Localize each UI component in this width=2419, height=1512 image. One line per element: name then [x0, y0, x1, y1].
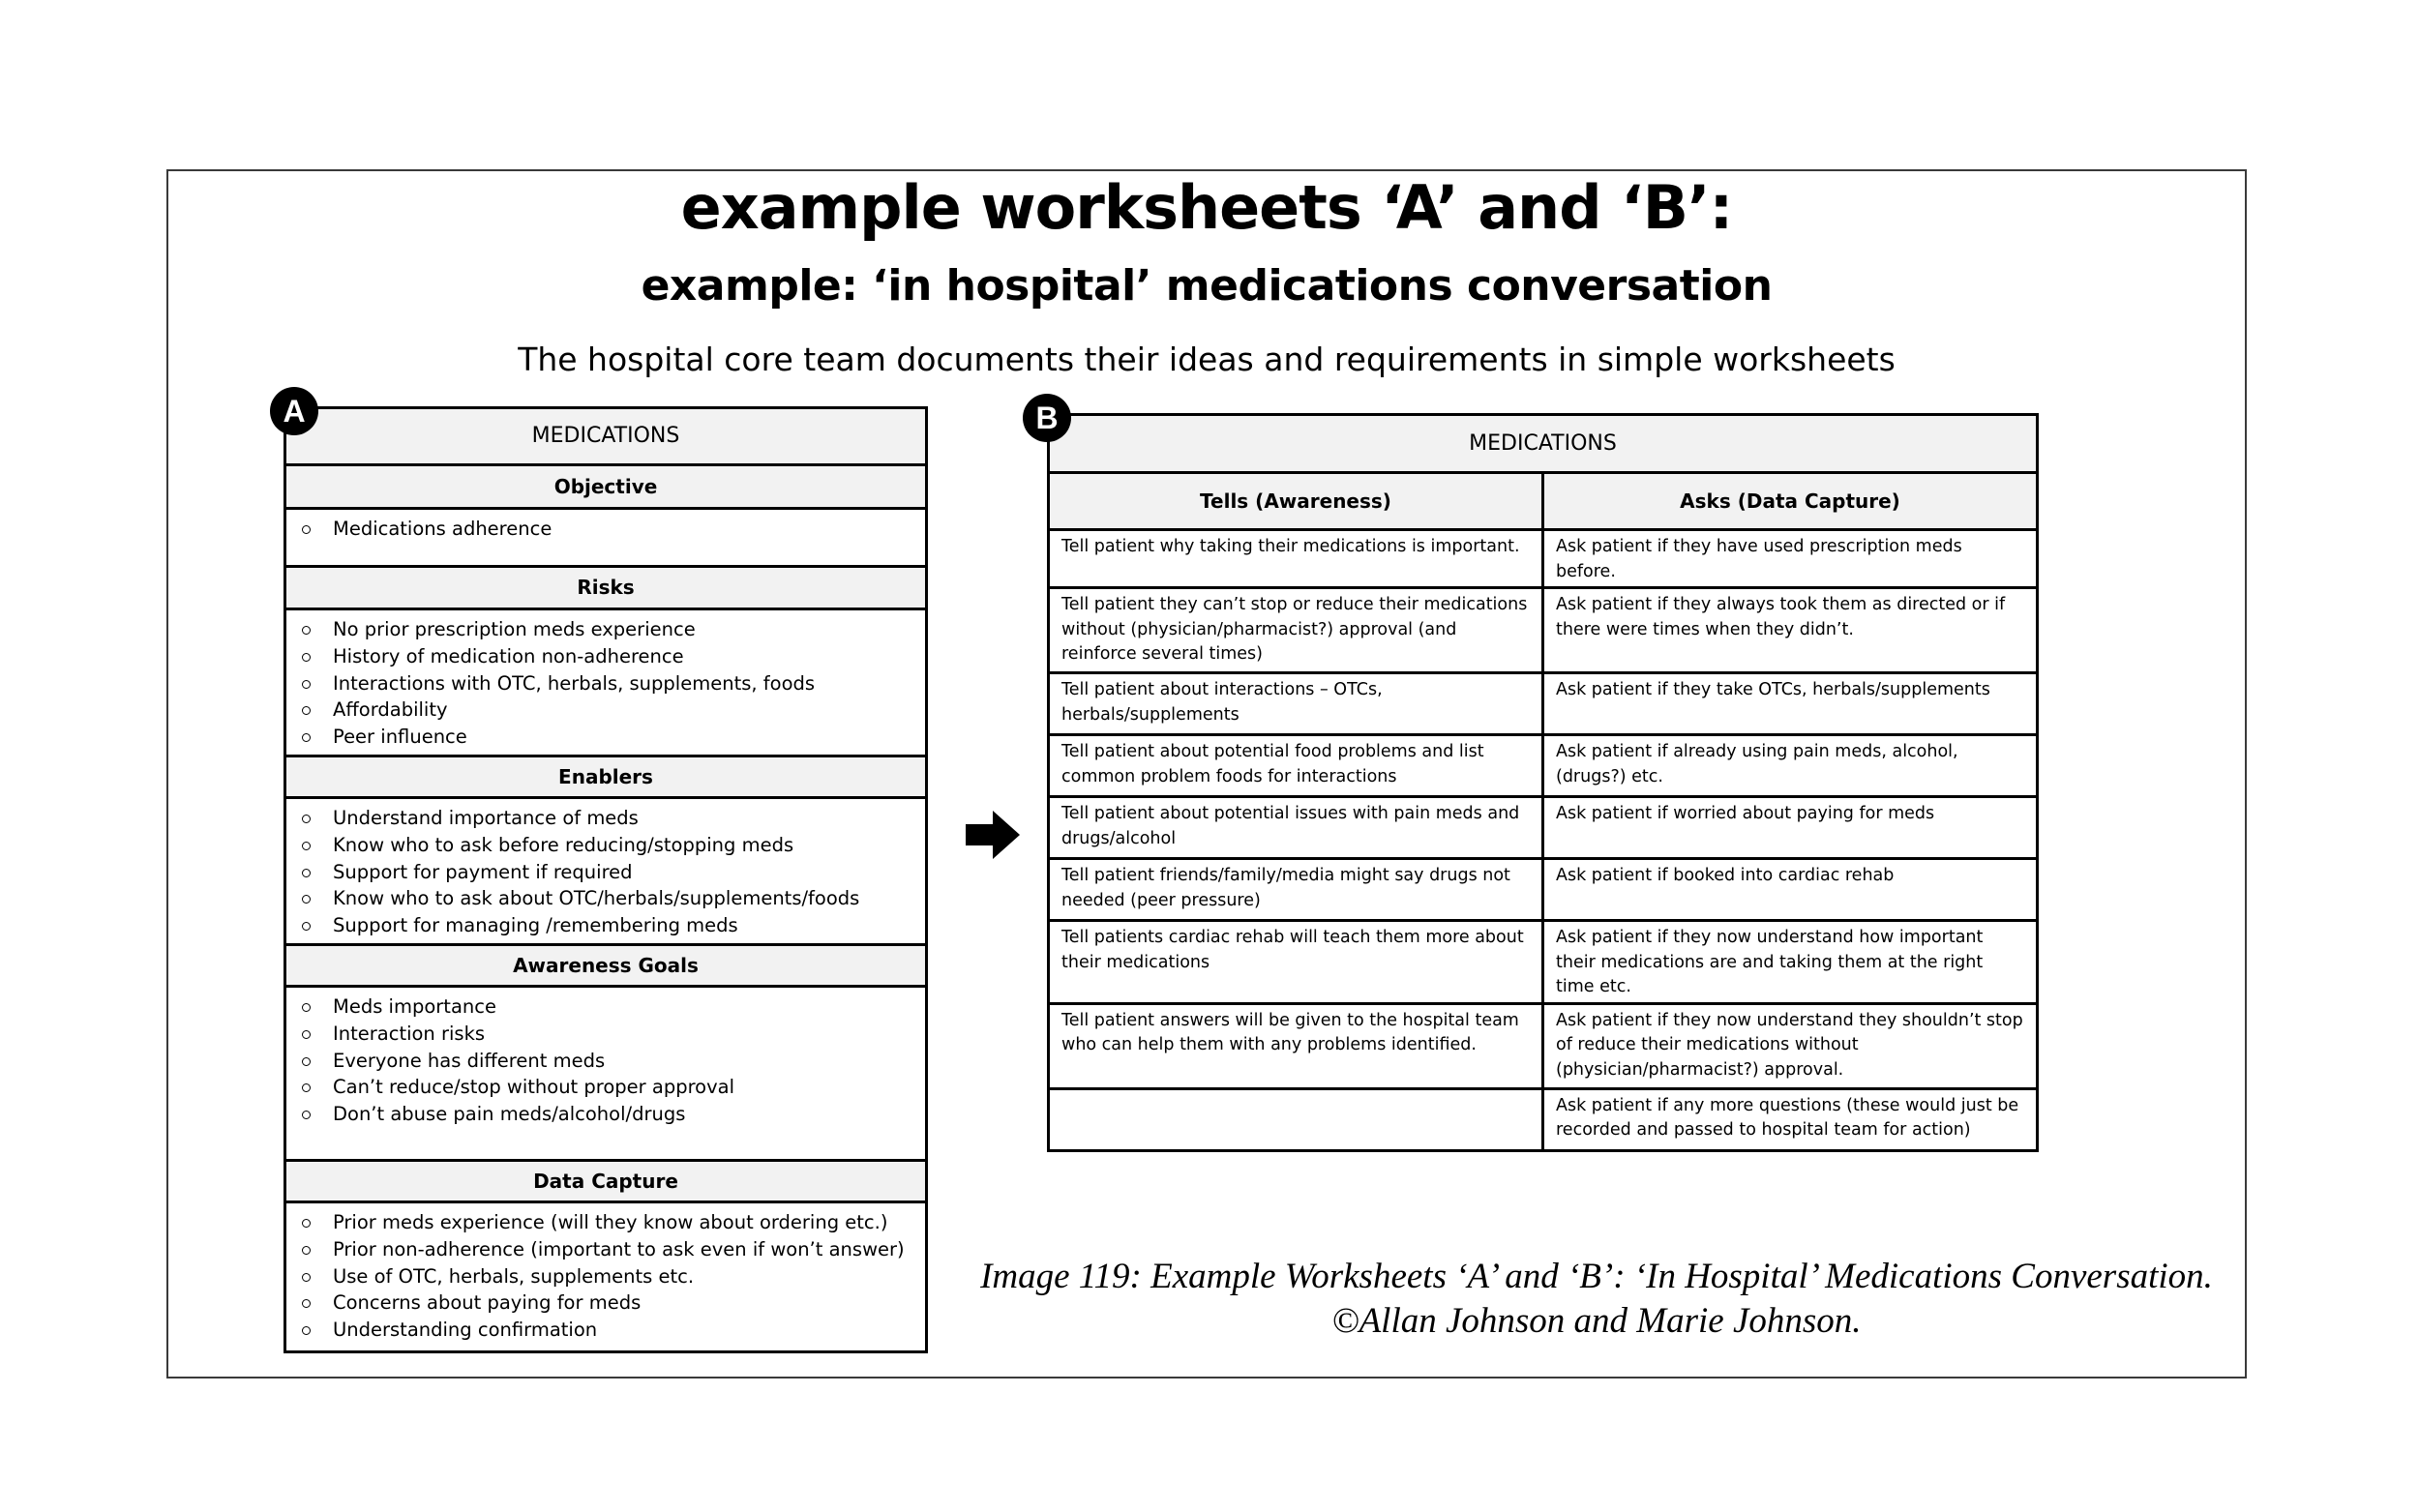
list-item: Understand importance of meds — [286, 805, 925, 832]
list-item: Affordability — [286, 697, 925, 724]
list-item: Peer influence — [286, 724, 925, 751]
page-title: example worksheets ‘A’ and ‘B’: — [680, 172, 1733, 243]
table-row — [1049, 921, 2038, 1004]
table-row — [1049, 530, 2038, 588]
list-item: Know who to ask before reducing/stopping meds — [286, 832, 925, 859]
table-row — [1049, 797, 2038, 859]
table-row — [1049, 735, 2038, 797]
section-title-risks: Risks — [286, 568, 925, 610]
figure-caption — [953, 1255, 2240, 1344]
caption-line-2: ©Allan Johnson and Marie Johnson. — [1331, 1301, 1862, 1341]
list-item: Prior non-adherence (important to ask even if won’t answer) — [286, 1236, 925, 1263]
asks-cell: Ask patient if booked into cardiac rehab — [1543, 859, 2038, 921]
tells-cell: Tell patient they can’t stop or reduce their medications without (physician/pharmacist?) approval (and reinforce several times) — [1049, 588, 1543, 673]
asks-cell: Ask patient if they now understand they shouldn’t stop of reduce their medications without (physician/pharmacist?) approval. — [1543, 1003, 2038, 1088]
asks-cell: Ask patient if they take OTCs, herbals/supplements — [1543, 673, 2038, 735]
section-body-enablers — [286, 799, 925, 946]
asks-cell: Ask patient if already using pain meds, alcohol, (drugs?) etc. — [1543, 735, 2038, 797]
section-body-objective — [286, 510, 925, 568]
list-item: Know who to ask about OTC/herbals/supplements/foods — [286, 885, 925, 912]
caption-line-1: Image 119: Example Worksheets ‘A’ and ‘B’: ‘In Hospital’ Medications Conversation. — [980, 1257, 2213, 1296]
list-item: Prior meds experience (will they know about ordering etc.) — [286, 1209, 925, 1236]
section-title-data-capture: Data Capture — [286, 1162, 925, 1203]
list-item: No prior prescription meds experience — [286, 616, 925, 643]
list-item: Can’t reduce/stop without proper approval — [286, 1074, 925, 1101]
worksheet-b-heading: MEDICATIONS — [1049, 415, 2038, 473]
list-item: Meds importance — [286, 993, 925, 1021]
tells-cell: Tell patients cardiac rehab will teach them more about their medications — [1049, 921, 1543, 1004]
list-item: Interactions with OTC, herbals, supplements, foods — [286, 670, 925, 697]
list-item: History of medication non-adherence — [286, 643, 925, 670]
asks-cell: Ask patient if they now understand how important their medications are and taking them at the right time etc. — [1543, 921, 2038, 1004]
tells-cell: Tell patient about interactions – OTCs, herbals/supplements — [1049, 673, 1543, 735]
list-item: Support for payment if required — [286, 859, 925, 886]
list-item: Use of OTC, herbals, supplements etc. — [286, 1263, 925, 1290]
column-header-asks: Asks (Data Capture) — [1543, 473, 2038, 530]
section-title-awareness-goals: Awareness Goals — [286, 946, 925, 988]
list-item: Medications adherence — [286, 516, 925, 543]
tells-cell: Tell patient answers will be given to the hospital team who can help them with any problems identified. — [1049, 1003, 1543, 1088]
section-title-enablers: Enablers — [286, 757, 925, 799]
tells-cell: Tell patient friends/family/media might say drugs not needed (peer pressure) — [1049, 859, 1543, 921]
page-subtitle: example: ‘in hospital’ medications conversation — [641, 261, 1773, 311]
right-arrow-icon — [966, 811, 1020, 859]
list-item: Support for managing /remembering meds — [286, 912, 925, 939]
table-row — [1049, 673, 2038, 735]
intro-text: The hospital core team documents their ideas and requirements in simple worksheets — [518, 341, 1896, 378]
table-row — [1049, 859, 2038, 921]
tells-cell — [1049, 1088, 1543, 1150]
asks-cell: Ask patient if they have used prescription meds before. — [1543, 530, 2038, 588]
asks-cell: Ask patient if any more questions (these would just be recorded and passed to hospital team for action) — [1543, 1088, 2038, 1150]
table-row — [1049, 588, 2038, 673]
asks-cell: Ask patient if they always took them as directed or if there were times when they didn’t. — [1543, 588, 2038, 673]
worksheet-a-heading: MEDICATIONS — [286, 409, 925, 466]
asks-cell: Ask patient if worried about paying for meds — [1543, 797, 2038, 859]
worksheet-b — [1047, 413, 2039, 1152]
tells-cell: Tell patient why taking their medications is important. — [1049, 530, 1543, 588]
tells-cell: Tell patient about potential issues with pain meds and drugs/alcohol — [1049, 797, 1543, 859]
worksheet-a-badge: A — [270, 387, 318, 435]
section-body-risks — [286, 610, 925, 757]
worksheet-a — [284, 406, 928, 1353]
section-body-awareness-goals — [286, 988, 925, 1162]
list-item: Don’t abuse pain meds/alcohol/drugs — [286, 1101, 925, 1128]
column-header-tells: Tells (Awareness) — [1049, 473, 1543, 530]
table-row — [1049, 1003, 2038, 1088]
list-item: Understanding confirmation — [286, 1317, 925, 1344]
tells-cell: Tell patient about potential food problems and list common problem foods for interactions — [1049, 735, 1543, 797]
list-item: Interaction risks — [286, 1021, 925, 1048]
section-body-data-capture — [286, 1203, 925, 1350]
section-title-objective: Objective — [286, 466, 925, 510]
list-item: Everyone has different meds — [286, 1048, 925, 1075]
worksheet-b-badge: B — [1023, 394, 1071, 442]
table-row — [1049, 1088, 2038, 1150]
list-item: Concerns about paying for meds — [286, 1290, 925, 1317]
